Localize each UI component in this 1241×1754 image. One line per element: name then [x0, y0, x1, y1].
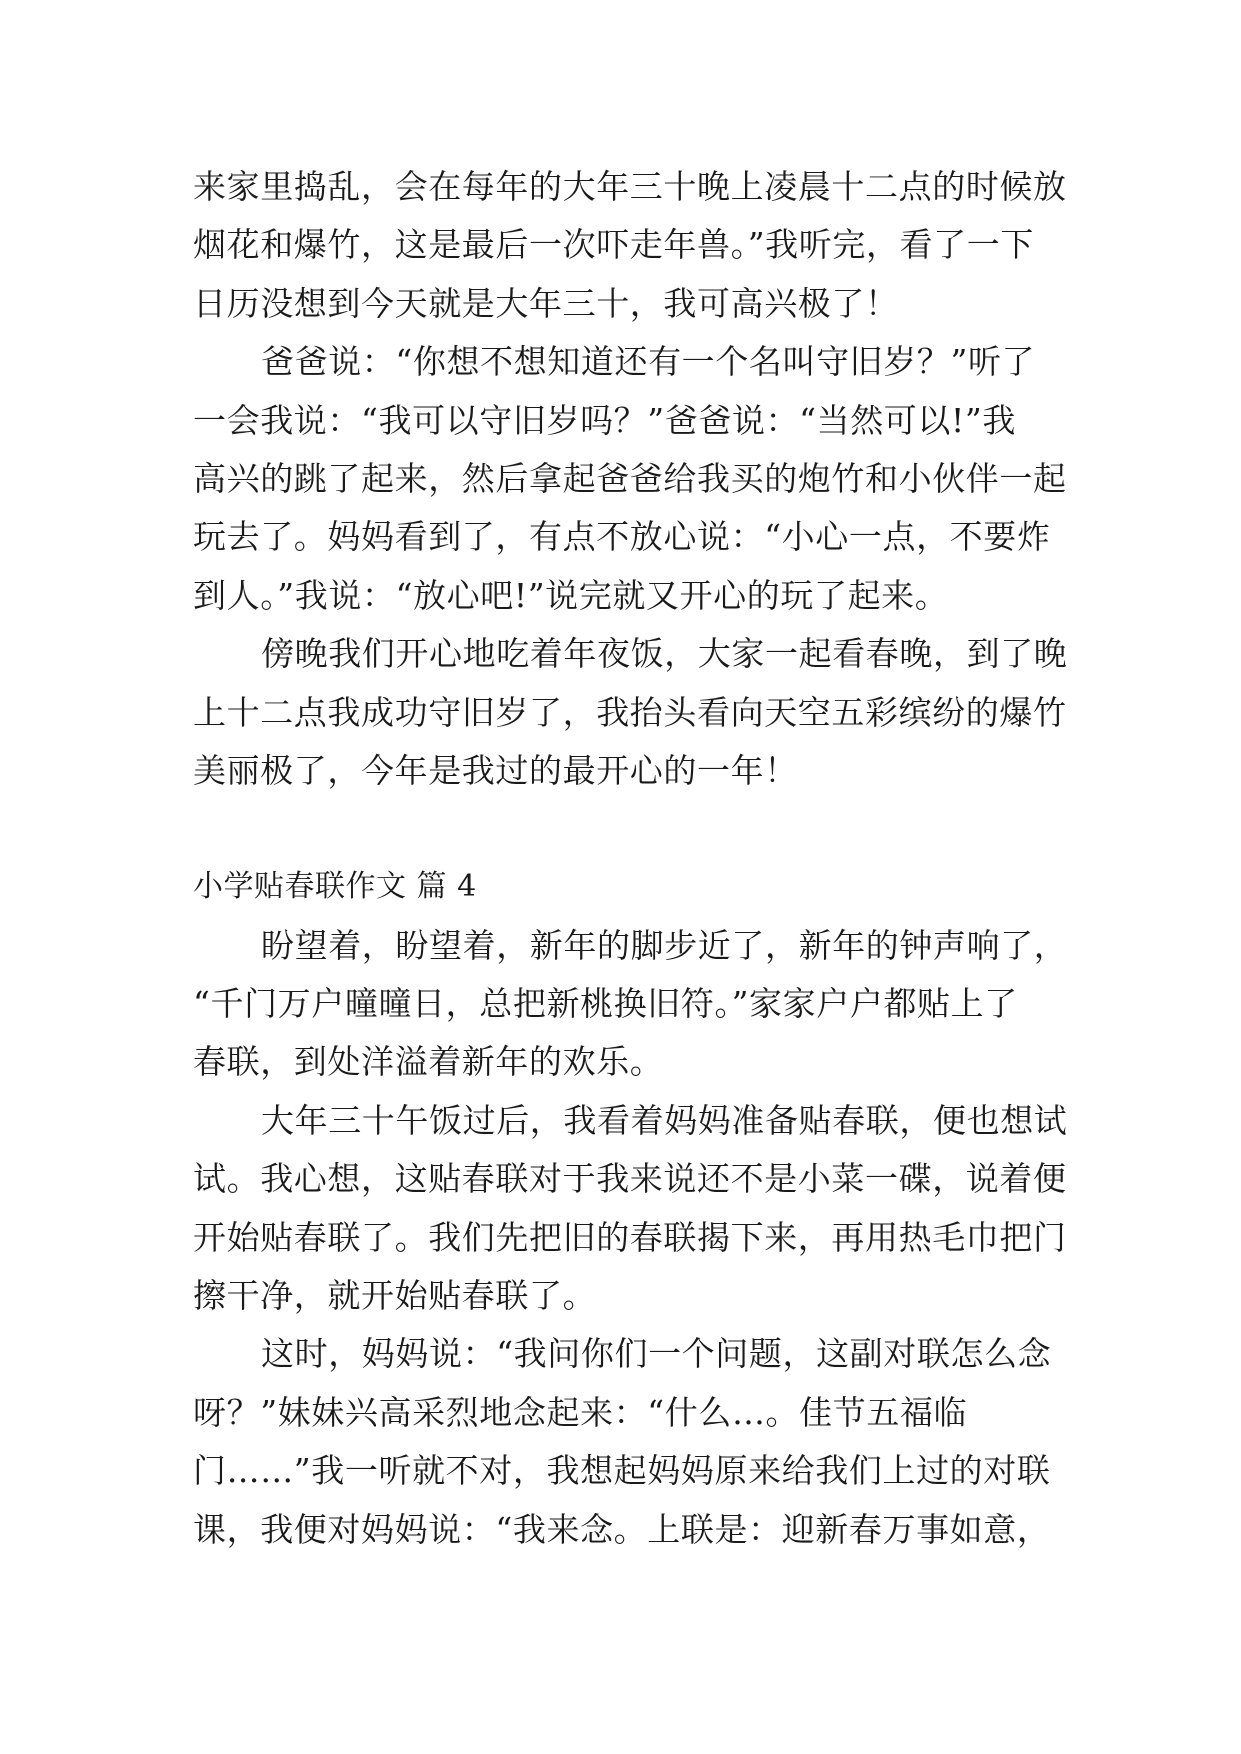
text-line: 春联，到处洋溢着新年的欢乐。	[193, 1042, 664, 1082]
text-line: 高兴的跳了起来，然后拿起爸爸给我买的炮竹和小伙伴一起	[193, 458, 1067, 498]
text-line: 到人。”我说：“放心吧!”说完就又开心的玩了起来。	[193, 575, 949, 615]
text-line: “千门万户曈曈日，总把新桃换旧符。”家家户户都贴上了	[193, 984, 1018, 1024]
text-line: 擦干净，就开始贴春联了。	[193, 1276, 597, 1316]
paragraph	[193, 1092, 1068, 1326]
text-line: 傍晚我们开心地吃着年夜饭，大家一起看春晚，到了晚	[261, 634, 1068, 674]
paragraph	[193, 625, 1068, 800]
text-line: 盼望着，盼望着，新年的脚步近了，新年的钟声响了，	[261, 925, 1068, 965]
text-line: 烟花和爆竹，这是最后一次吓走年兽。”我听完，看了一下	[193, 225, 1034, 265]
text-line: 呀？”妹妹兴高采烈地念起来：“什么…。佳节五福临	[193, 1392, 968, 1432]
text-line: 美丽极了，今年是我过的最开心的一年！	[193, 750, 798, 790]
paragraph	[193, 333, 1067, 625]
text-line: 试。我心想，这贴春联对于我来说还不是小菜一碟，说着便	[193, 1159, 1067, 1199]
section-spacer	[193, 800, 1055, 858]
document-page	[193, 158, 1068, 1559]
text-line: 一会我说：“我可以守旧岁吗？”爸爸说：“当然可以!”我	[193, 400, 1016, 440]
paragraph	[193, 158, 1067, 333]
text-line: 大年三十午饭过后，我看着妈妈准备贴春联，便也想试	[261, 1100, 1068, 1140]
section-heading: 小学贴春联作文 篇 4	[193, 869, 477, 905]
text-line: 课，我便对妈妈说：“我来念。上联是：迎新春万事如意，	[193, 1509, 1051, 1549]
text-line: 上十二点我成功守旧岁了，我抬头看向天空五彩缤纷的爆竹	[193, 692, 1067, 732]
text-line: 玩去了。妈妈看到了，有点不放心说：“小心一点，不要炸	[193, 517, 1051, 557]
text-line: 门……”我一听就不对，我想起妈妈原来给我们上过的对联	[193, 1451, 1051, 1491]
text-line: 开始贴春联了。我们先把旧的春联揭下来，再用热毛巾把门	[193, 1217, 1067, 1257]
text-line: 日历没想到今天就是大年三十，我可高兴极了！	[193, 283, 899, 323]
text-line: 爸爸说：“你想不想知道还有一个名叫守旧岁？”听了	[261, 342, 1036, 382]
text-line: 来家里捣乱，会在每年的大年三十晚上凌晨十二点的时候放	[193, 167, 1067, 206]
paragraph	[193, 917, 1068, 1092]
text-line: 这时，妈妈说：“我问你们一个问题，这副对联怎么念	[261, 1334, 1052, 1374]
paragraph	[193, 1325, 1055, 1559]
